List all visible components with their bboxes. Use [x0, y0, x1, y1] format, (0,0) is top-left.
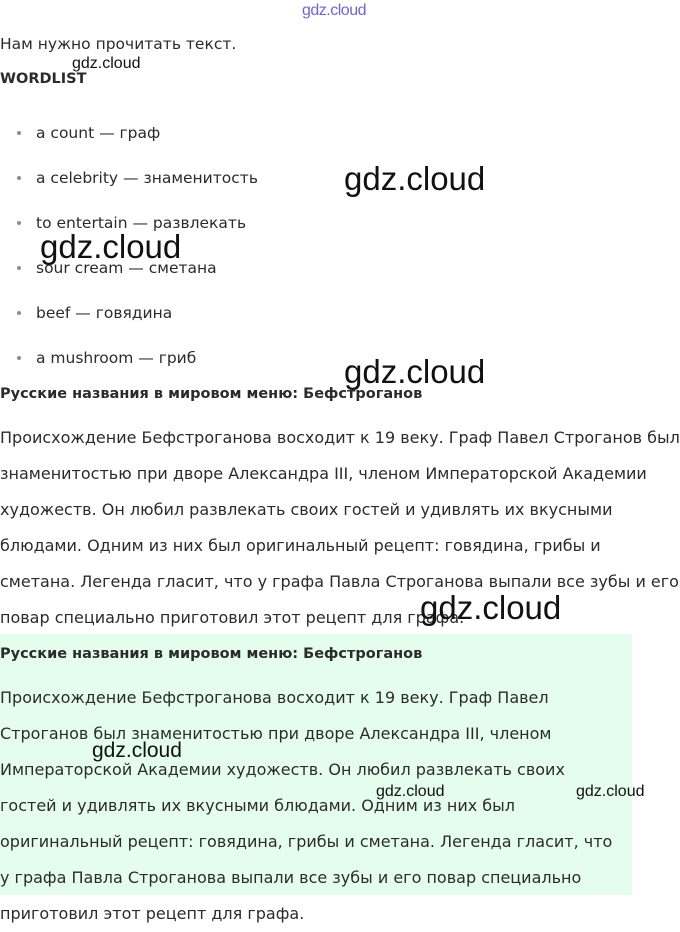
- list-item-text: to entertain — развлекать: [36, 214, 247, 232]
- watermark-list-left: gdz.cloud: [40, 228, 182, 265]
- bullet-icon: [17, 266, 21, 270]
- watermark-box-medium: gdz.cloud: [92, 739, 182, 762]
- list-item-text: a celebrity — знаменитость: [36, 169, 258, 187]
- bullet-icon: [17, 131, 21, 135]
- answer-body: Происхождение Бефстроганова восходит к 19 веку. Граф Павел Строганов был знаменитостью при дворе Александра III, членом Императорской Академии художеств. Он любил развлекать своих гостей и удивлять их вкусными блюдами. Одним из них был оригинальный рецепт: говядина, грибы и сметана. Легенда гласит, что у графа Павла Строганова выпали все зубы и его повар специально приготовил этот рецепт для графа.: [0, 688, 613, 923]
- watermark-wordlist: gdz.cloud: [72, 55, 141, 72]
- list-item-text: a count — граф: [36, 124, 161, 142]
- watermark-top: gdz.cloud: [302, 2, 366, 19]
- bullet-icon: [17, 356, 21, 360]
- bullet-icon: [17, 221, 21, 225]
- watermark-box-small-2: gdz.cloud: [576, 783, 645, 800]
- article-title: Русские названия в мировом меню: Бефстроганов: [0, 386, 423, 402]
- bullet-icon: [17, 311, 21, 315]
- watermark-list-bottom: gdz.cloud: [344, 353, 486, 390]
- list-item-text: beef — говядина: [36, 304, 173, 322]
- list-item-text: sour cream — сметана: [36, 259, 217, 277]
- watermark-box-small-1: gdz.cloud: [376, 783, 445, 800]
- article-body: Происхождение Бефстроганова восходит к 19 веку. Граф Павел Строганов был знаменитостью при дворе Александра III, членом Императорской Академии художеств. Он любил развлекать своих гостей и удивлять их вкусными блюдами. Одним из них был оригинальный рецепт: говядина, грибы и сметана. Легенда гласит, что у графа Павла Строганова выпали все зубы и его повар специально приготовил этот рецепт для графа.: [0, 428, 680, 627]
- list-item-text: a mushroom — гриб: [36, 349, 197, 367]
- intro-text: Нам нужно прочитать текст.: [0, 35, 237, 53]
- answer-title: Русские названия в мировом меню: Бефстроганов: [0, 646, 423, 662]
- bullet-icon: [17, 176, 21, 180]
- watermark-list-right: gdz.cloud: [344, 160, 486, 197]
- watermark-article: gdz.cloud: [420, 589, 562, 626]
- wordlist-title: WORDLIST: [0, 71, 87, 87]
